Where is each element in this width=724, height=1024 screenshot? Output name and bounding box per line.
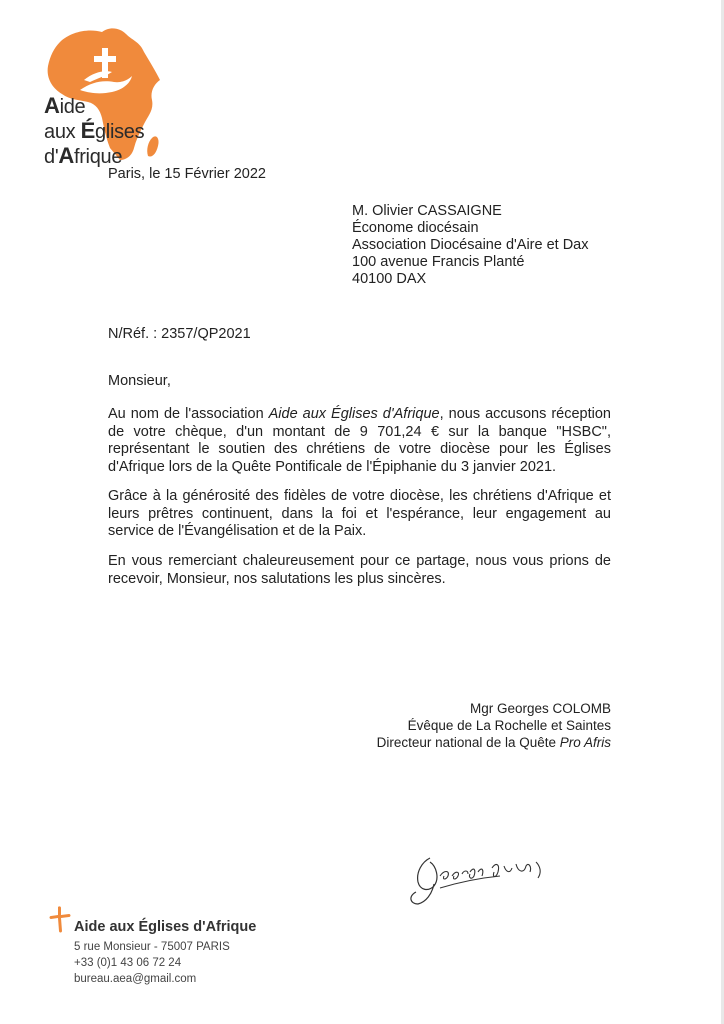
paragraph-line: de votre chèque, d'un montant de 9 701,24 € sur la banque "HSBC",	[108, 423, 611, 440]
footer-email: bureau.aea@gmail.com	[74, 973, 197, 985]
recipient-address	[352, 203, 589, 288]
paragraph-line: leurs prêtres continuent, dans la foi et l'espérance, leur engagement au	[108, 505, 611, 522]
signatory-role-text: Directeur national de la Quête	[376, 735, 560, 750]
p1-text-a: Au nom de l'association	[108, 406, 269, 422]
recipient-organization: Association Diocésaine d'Aire et Dax	[352, 237, 589, 253]
signatory-title: Évêque de La Rochelle et Saintes	[407, 718, 611, 733]
handwritten-signature	[400, 848, 580, 908]
footer-address: 5 rue Monsieur - 75007 PARIS	[74, 941, 230, 953]
logo-line1-rest: ide	[59, 96, 86, 118]
paragraph-gratitude	[108, 488, 611, 541]
recipient-city: 40100 DAX	[352, 271, 427, 287]
paragraph-line: recevoir, Monsieur, nos salutations les plus sincères.	[108, 570, 446, 587]
footer-contact	[74, 939, 230, 987]
recipient-name: M. Olivier CASSAIGNE	[352, 203, 502, 219]
logo-line2-pre: aux	[44, 121, 81, 143]
signatory-role	[377, 734, 611, 751]
logo-line3-pre: d'	[44, 146, 59, 168]
paragraph-line	[108, 406, 611, 424]
letter-date: Paris, le 15 Février 2022	[108, 166, 266, 182]
p1-org-name: Aide aux Églises d'Afrique	[268, 406, 440, 422]
paragraph-receipt	[108, 406, 611, 476]
reference-number: N/Réf. : 2357/QP2021	[108, 326, 251, 342]
paragraph-closing	[108, 553, 611, 588]
salutation: Monsieur,	[108, 373, 171, 389]
paragraph-line: d'Afrique lors de la Quête Pontificale de l'Épiphanie du 3 janvier 2021.	[108, 458, 557, 475]
recipient-street: 100 avenue Francis Planté	[352, 254, 525, 270]
logo-line3-cap: A	[58, 143, 74, 168]
paragraph-line: service de l'Évangélisation et de la Paix.	[108, 523, 367, 539]
cross-icon	[48, 905, 72, 935]
paragraph-line: représentant le soutien des chrétiens de votre diocèse pour les Églises	[108, 441, 611, 457]
paragraph-line: En vous remerciant chaleureusement pour ce partage, nous vous prions de	[108, 553, 611, 569]
signatory-block	[377, 700, 611, 751]
logo-line2-cap: É	[80, 118, 95, 143]
logo-line2-rest: glises	[94, 121, 145, 143]
organization-logo	[40, 20, 190, 175]
signatory-name: Mgr Georges COLOMB	[469, 701, 611, 716]
paragraph-line: Grâce à la générosité des fidèles de votre diocèse, les chrétiens d'Afrique et	[108, 488, 611, 504]
logo-line3-rest: frique	[73, 146, 123, 168]
signatory-role-italic: Pro Afris	[559, 735, 611, 750]
p1-text-b: , nous accusons réception	[439, 406, 611, 422]
footer-phone: +33 (0)1 43 06 72 24	[74, 957, 182, 969]
recipient-title: Économe diocésain	[352, 220, 479, 236]
logo-line1-cap: A	[44, 93, 60, 118]
footer-org-name: Aide aux Églises d'Afrique	[74, 919, 257, 935]
